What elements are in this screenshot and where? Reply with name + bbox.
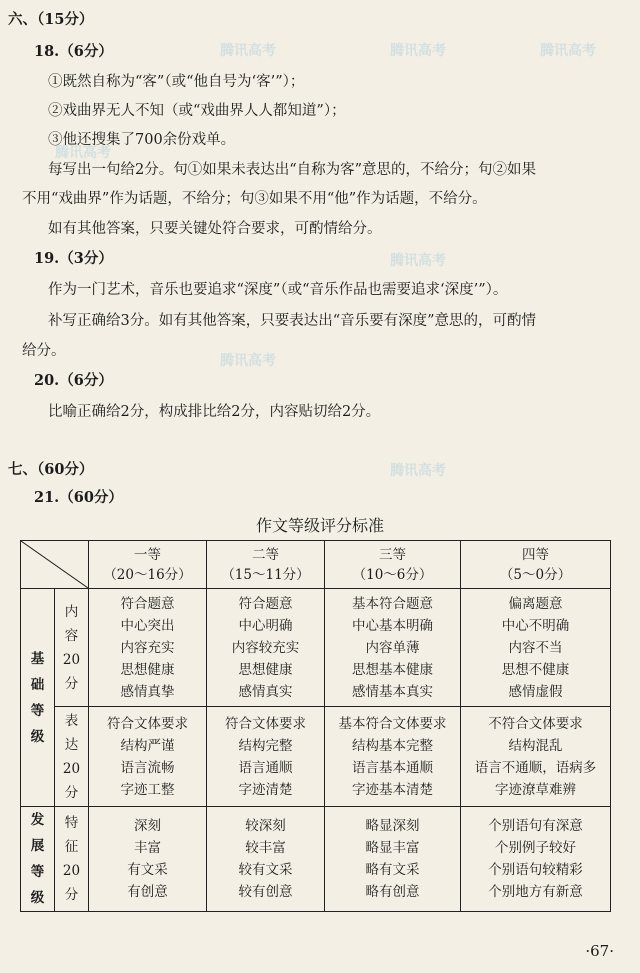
expression-grade-4: 不符合文体要求 结构混乱 语言不通顺，语病多 字迹潦草难辨 bbox=[461, 707, 611, 807]
watermark: 腾讯高考 bbox=[220, 353, 276, 369]
feature-grade-3: 略显深刻 略显丰富 略有文采 略有创意 bbox=[325, 807, 461, 912]
content-grade-1: 符合题意 中心突出 内容充实 思想健康 感情真挚 bbox=[89, 589, 207, 707]
feature-grade-4: 个别语句有深意 个别例子较好 个别语句较精彩 个别地方有新意 bbox=[461, 807, 611, 912]
section-six-heading: 六、（15分） bbox=[8, 11, 94, 28]
watermark: 腾讯高考 bbox=[55, 145, 111, 161]
q18-answer-2: ②戏曲界无人不知（或“戏曲界人人都知道”）； bbox=[48, 103, 346, 119]
diagonal-line bbox=[21, 541, 88, 588]
grade-header-4: 四等 （5～0分） bbox=[461, 541, 611, 589]
q18-heading: 18.（6分） bbox=[34, 43, 113, 60]
watermark: 腾讯高考 bbox=[540, 43, 596, 59]
development-level-label: 发 展 等 级 bbox=[21, 807, 55, 912]
q19-rule-line-2: 给分。 bbox=[22, 343, 66, 359]
q18-answer-1: ①既然自称为“客”（或“他自号为‘客’”）； bbox=[48, 74, 305, 90]
feature-grade-2: 较深刻 较丰富 较有文采 较有创意 bbox=[207, 807, 325, 912]
watermark: 腾讯高考 bbox=[390, 43, 446, 59]
feature-grade-1: 深刻 丰富 有文采 有创意 bbox=[89, 807, 207, 912]
feature-row bbox=[21, 807, 611, 912]
expression-grade-1: 符合文体要求 结构严谨 语言流畅 字迹工整 bbox=[89, 707, 207, 807]
watermark: 腾讯高考 bbox=[390, 253, 446, 269]
content-grade-3: 基本符合题意 中心基本明确 内容单薄 思想基本健康 感情基本真实 bbox=[325, 589, 461, 707]
content-label: 内 容 20 分 bbox=[55, 589, 89, 707]
section-seven-heading: 七、（60分） bbox=[8, 461, 94, 478]
expression-grade-3: 基本符合文体要求 结构基本完整 语言基本通顺 字迹基本清楚 bbox=[325, 707, 461, 807]
q19-heading: 19.（3分） bbox=[34, 250, 113, 267]
content-grade-4: 偏离题意 中心不明确 内容不当 思想不健康 感情虚假 bbox=[461, 589, 611, 707]
q18-rule-line-2: 不用“戏曲界”作为话题，不给分；句③如果不用“他”作为话题，不给分。 bbox=[22, 191, 487, 207]
table-title: 作文等级评分标准 bbox=[255, 516, 384, 535]
feature-label: 特 征 20 分 bbox=[55, 807, 89, 912]
q20-heading: 20.（6分） bbox=[34, 372, 113, 389]
corner-cell bbox=[21, 541, 89, 589]
expression-label: 表 达 20 分 bbox=[55, 707, 89, 807]
grade-header-3: 三等 （10～6分） bbox=[325, 541, 461, 589]
q19-rule-line-1: 补写正确给3分。如有其他答案，只要表达出“音乐要有深度”意思的，可酌情 bbox=[48, 313, 537, 329]
watermark: 腾讯高考 bbox=[390, 463, 446, 479]
grade-header-1: 一等 （20～16分） bbox=[89, 541, 207, 589]
q18-other-answers: 如有其他答案，只要关键处符合要求，可酌情给分。 bbox=[48, 221, 382, 237]
basic-level-label: 基 础 等 级 bbox=[21, 589, 55, 807]
q18-rule-line-1: 每写出一句给2分。句①如果未表达出“自称为客”意思的，不给分；句②如果 bbox=[48, 162, 537, 178]
grade-header-row bbox=[21, 541, 611, 589]
q18-answer-3: ③他还搜集了700余份戏单。 bbox=[48, 132, 236, 148]
content-row bbox=[21, 589, 611, 707]
page-number: ·67· bbox=[585, 942, 614, 960]
q19-answer: 作为一门艺术，音乐也要追求“深度”（或“音乐作品也需要追求‘深度’”）。 bbox=[48, 282, 508, 298]
q21-heading: 21.（60分） bbox=[34, 489, 123, 506]
grading-table bbox=[20, 540, 611, 912]
grade-header-2: 二等 （15～11分） bbox=[207, 541, 325, 589]
content-grade-2: 符合题意 中心明确 内容较充实 思想健康 感情真实 bbox=[207, 589, 325, 707]
q20-rule: 比喻正确给2分，构成排比给2分，内容贴切给2分。 bbox=[48, 404, 381, 420]
expression-grade-2: 符合文体要求 结构完整 语言通顺 字迹清楚 bbox=[207, 707, 325, 807]
expression-row bbox=[21, 707, 611, 807]
watermark: 腾讯高考 bbox=[220, 43, 276, 59]
